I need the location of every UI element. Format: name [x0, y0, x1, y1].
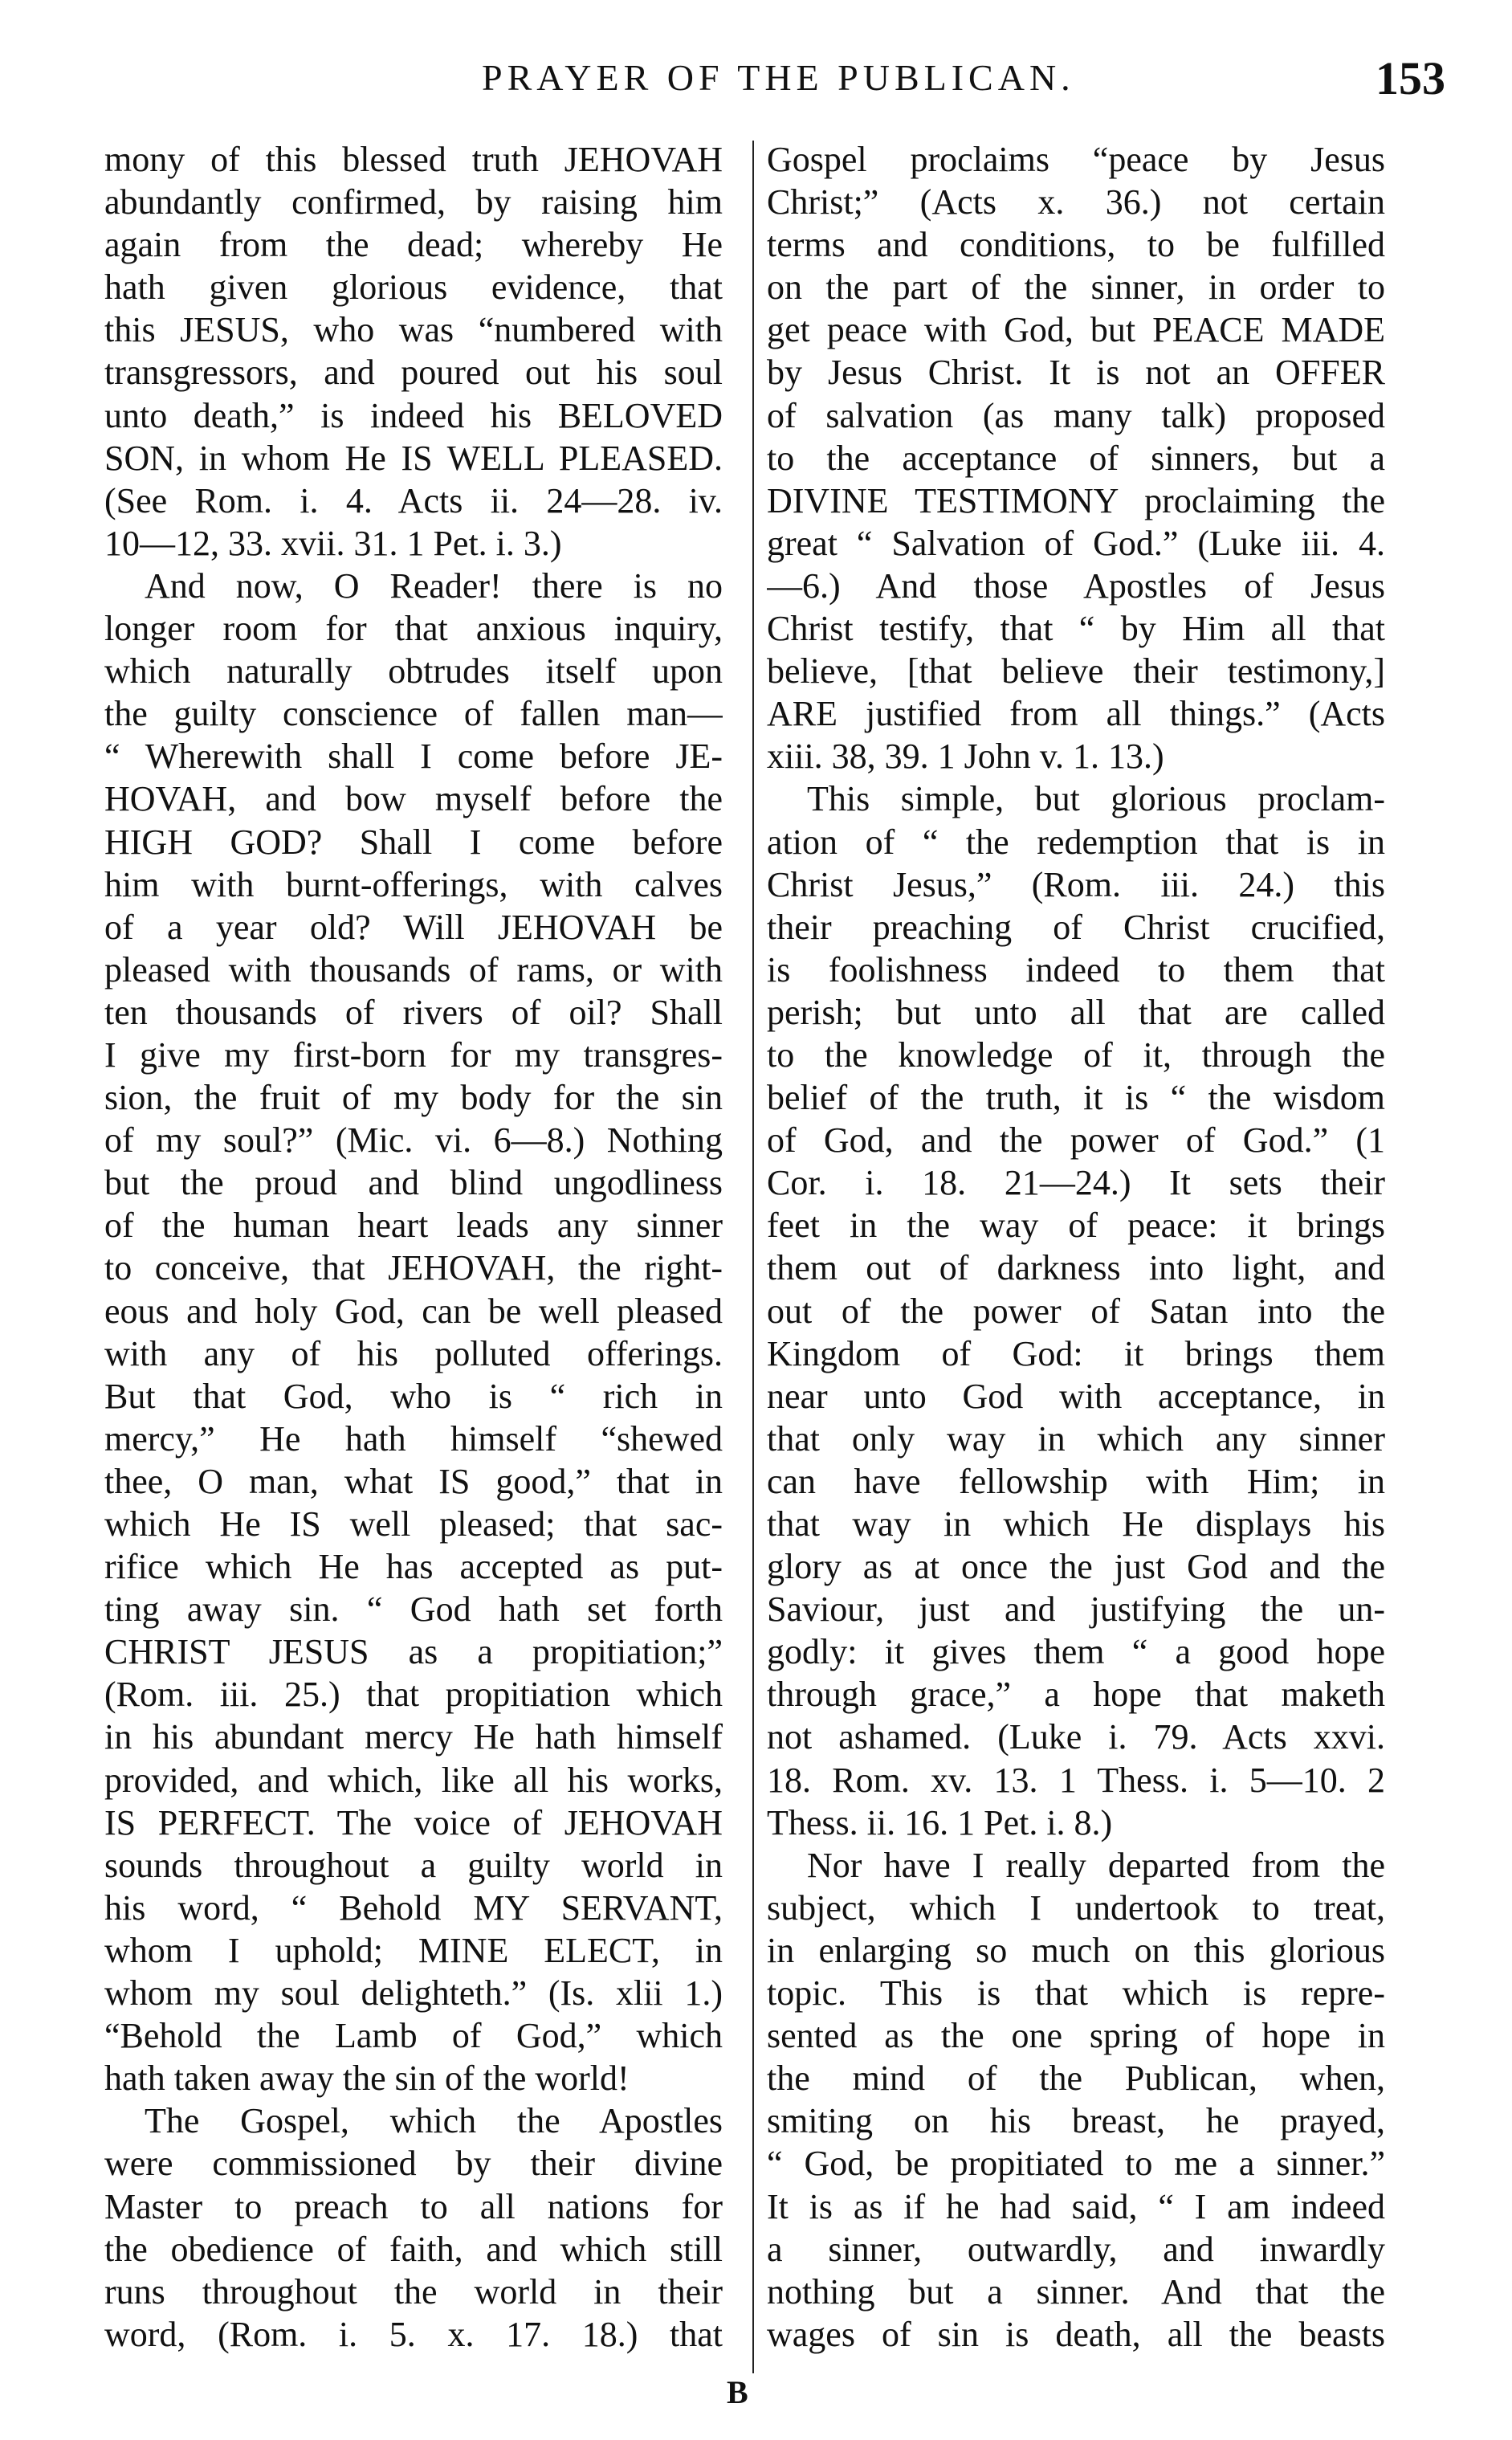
text-line: Christ testify, that “ by Him all that	[767, 609, 1385, 649]
text-line: can have fellowship with Him; in	[767, 1461, 1385, 1501]
text-line: in enlarging so much on this glorious	[767, 1930, 1385, 1970]
text-line: terms and conditions, to be fulfilled	[767, 225, 1385, 265]
text-line: wages of sin is death, all the beasts	[767, 2314, 1385, 2354]
text-line: “ God, be propitiated to me a sinner.”	[767, 2144, 1385, 2184]
text-line: mercy,” He hath himself “shewed	[104, 1418, 723, 1459]
text-line: the guilty conscience of fallen man—	[104, 694, 723, 734]
text-line: rifice which He has accepted as put-	[104, 1547, 723, 1587]
text-line: transgressors, and poured out his soul	[104, 353, 723, 393]
running-title: PRAYER OF THE PUBLICAN.	[482, 57, 1075, 98]
text-line: which naturally obtrudes itself upon	[104, 651, 723, 692]
text-line: (Rom. iii. 25.) that propitiation which	[104, 1675, 723, 1715]
text-line: Christ;” (Acts x. 36.) not certain	[767, 182, 1385, 222]
text-line: to the knowledge of it, through the	[767, 1034, 1385, 1075]
text-line: to conceive, that JEHOVAH, the right-	[104, 1248, 723, 1288]
text-line: provided, and which, like all his works,	[104, 1760, 723, 1800]
text-line: “Behold the Lamb of God,” which	[104, 2016, 723, 2056]
text-line: belief of the truth, it is “ the wisdom	[767, 1078, 1385, 1118]
text-line: through grace,” a hope that maketh	[767, 1675, 1385, 1715]
text-line: SON, in whom He IS WELL PLEASED.	[104, 438, 723, 478]
text-line: longer room for that anxious inquiry,	[104, 609, 723, 649]
text-line: Gospel proclaims “peace by Jesus	[767, 140, 1385, 179]
right-column	[767, 138, 1385, 2356]
text-line: feet in the way of peace: it brings	[767, 1206, 1385, 1246]
text-line: hath taken away the sin of the world!	[104, 2058, 630, 2099]
text-line: ten thousands of rivers of oil? Shall	[104, 992, 723, 1032]
running-head	[145, 52, 1461, 120]
text-line: great “ Salvation of God.” (Luke iii. 4.	[767, 523, 1385, 563]
text-line: this JESUS, who was “numbered with	[104, 310, 723, 350]
text-line: ation of “ the redemption that is in	[767, 822, 1385, 862]
text-line: mony of this blessed truth JEHOVAH	[104, 140, 723, 179]
text-line: ting away sin. “ God hath set forth	[104, 1589, 723, 1630]
text-line: his word, “ Behold MY SERVANT,	[104, 1887, 723, 1928]
text-line: the obedience of faith, and which still	[104, 2229, 723, 2269]
text-line: (See Rom. i. 4. Acts ii. 24—28. iv.	[104, 480, 723, 520]
text-line: nothing but a sinner. And that the	[767, 2271, 1385, 2311]
text-line: that only way in which any sinner	[767, 1418, 1385, 1459]
text-line: “ Wherewith shall I come before JE-	[104, 736, 723, 777]
text-line: runs throughout the world in their	[104, 2271, 723, 2311]
text-line: Nor have I really departed from the	[807, 1845, 1385, 1885]
text-line: Thess. ii. 16. 1 Pet. i. 8.)	[767, 1802, 1113, 1842]
text-line: Christ Jesus,” (Rom. iii. 24.) this	[767, 864, 1385, 904]
text-line: DIVINE TESTIMONY proclaiming the	[767, 480, 1385, 520]
text-line: smiting on his breast, he prayed,	[767, 2101, 1385, 2141]
text-line: of the human heart leads any sinner	[104, 1206, 723, 1246]
text-line: a sinner, outwardly, and inwardly	[767, 2229, 1385, 2269]
text-line: This simple, but glorious proclam-	[807, 779, 1385, 819]
text-line: believe, [that believe their testimony,]	[767, 651, 1385, 692]
text-line: on the part of the sinner, in order to	[767, 267, 1385, 308]
text-line: word, (Rom. i. 5. x. 17. 18.) that	[104, 2314, 723, 2354]
text-line: by Jesus Christ. It is not an OFFER	[767, 353, 1385, 393]
text-line: 18. Rom. xv. 13. 1 Thess. i. 5—10. 2	[767, 1760, 1385, 1800]
text-line: is foolishness indeed to them that	[767, 949, 1385, 989]
text-line: him with burnt-offerings, with calves	[104, 864, 723, 904]
text-line: IS PERFECT. The voice of JEHOVAH	[104, 1802, 723, 1842]
text-line: But that God, who is “ rich in	[104, 1376, 723, 1416]
text-line: but the proud and blind ungodliness	[104, 1163, 723, 1203]
text-line: sion, the fruit of my body for the sin	[104, 1078, 723, 1118]
text-line: 10—12, 33. xvii. 31. 1 Pet. i. 3.)	[104, 523, 562, 563]
text-line: near unto God with acceptance, in	[767, 1376, 1385, 1416]
text-line: sounds throughout a guilty world in	[104, 1845, 723, 1885]
text-line: out of the power of Satan into the	[767, 1291, 1385, 1331]
column-rule	[752, 141, 754, 2373]
text-line: unto death,” is indeed his BELOVED	[104, 395, 723, 435]
text-line: them out of darkness into light, and	[767, 1248, 1385, 1288]
text-line: to the acceptance of sinners, but a	[767, 438, 1385, 478]
text-line: again from the dead; whereby He	[104, 225, 723, 265]
text-line: HOVAH, and bow myself before the	[104, 779, 723, 819]
text-line: And now, O Reader! there is no	[145, 565, 723, 606]
text-line: were commissioned by their divine	[104, 2144, 723, 2184]
signature-mark: B	[727, 2374, 748, 2410]
text-line: The Gospel, which the Apostles	[145, 2101, 723, 2141]
text-line: thee, O man, what IS good,” that in	[104, 1461, 723, 1501]
text-line: eous and holy God, can be well pleased	[104, 1291, 723, 1331]
text-line: of God, and the power of God.” (1	[767, 1120, 1385, 1161]
text-line: their preaching of Christ crucified,	[767, 907, 1385, 947]
text-line: with any of his polluted offerings.	[104, 1333, 723, 1373]
page-number: 153	[1375, 52, 1445, 104]
text-line: of salvation (as many talk) proposed	[767, 395, 1385, 435]
text-line: hath given glorious evidence, that	[104, 267, 723, 308]
text-line: Saviour, just and justifying the un-	[767, 1589, 1385, 1630]
text-line: CHRIST JESUS as a propitiation;”	[104, 1632, 723, 1672]
text-line: not ashamed. (Luke i. 79. Acts xxvi.	[767, 1717, 1385, 1757]
text-line: godly: it gives them “ a good hope	[767, 1632, 1385, 1672]
text-line: abundantly confirmed, by raising him	[104, 182, 723, 222]
text-line: of my soul?” (Mic. vi. 6—8.) Nothing	[104, 1120, 723, 1161]
text-line: —6.) And those Apostles of Jesus	[767, 565, 1385, 606]
text-line: Cor. i. 18. 21—24.) It sets their	[767, 1163, 1385, 1203]
text-line: xiii. 38, 39. 1 John v. 1. 13.)	[767, 736, 1164, 777]
text-line: I give my first-born for my transgres-	[104, 1034, 723, 1075]
text-line: sented as the one spring of hope in	[767, 2016, 1385, 2056]
text-line: pleased with thousands of rams, or with	[104, 949, 723, 989]
text-line: perish; but unto all that are called	[767, 992, 1385, 1032]
text-line: which He IS well pleased; that sac-	[104, 1504, 723, 1544]
text-line: in his abundant mercy He hath himself	[104, 1717, 723, 1757]
left-column	[104, 138, 723, 2356]
text-line: Kingdom of God: it brings them	[767, 1333, 1385, 1373]
text-line: subject, which I undertook to treat,	[767, 1887, 1385, 1928]
text-line: the mind of the Publican, when,	[767, 2058, 1385, 2099]
text-line: whom I uphold; MINE ELECT, in	[104, 1930, 723, 1970]
text-line: topic. This is that which is repre-	[767, 1973, 1385, 2014]
text-line: It is as if he had said, “ I am indeed	[767, 2186, 1385, 2226]
text-line: that way in which He displays his	[767, 1504, 1385, 1544]
text-line: glory as at once the just God and the	[767, 1547, 1385, 1587]
text-line: ARE justified from all things.” (Acts	[767, 694, 1385, 734]
text-line: Master to preach to all nations for	[104, 2186, 723, 2226]
text-line: of a year old? Will JEHOVAH be	[104, 907, 723, 947]
text-line: whom my soul delighteth.” (Is. xlii 1.)	[104, 1973, 723, 2014]
text-line: HIGH GOD? Shall I come before	[104, 822, 723, 862]
text-line: get peace with God, but PEACE MADE	[767, 310, 1385, 350]
